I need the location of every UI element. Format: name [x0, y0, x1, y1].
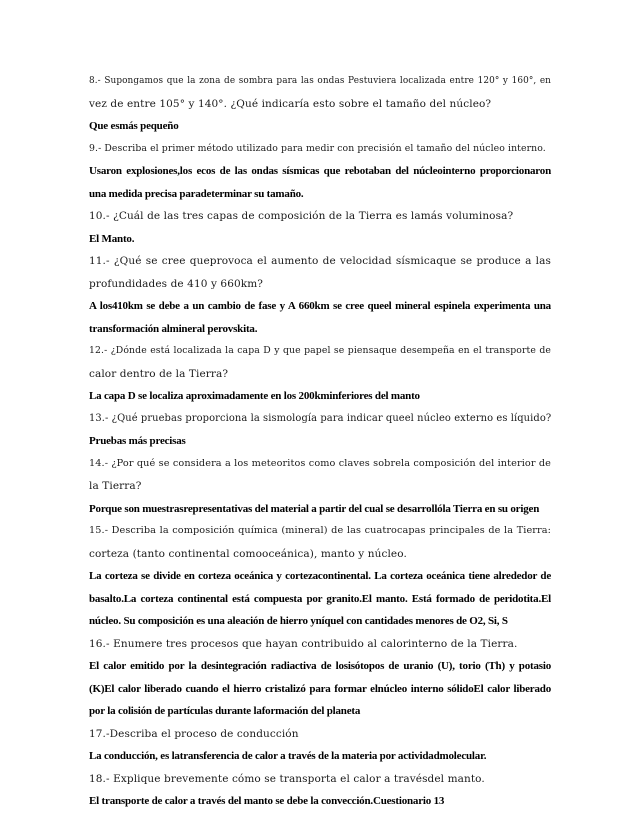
question-line: 9.- Describa el primer método utilizado para medir con precisión el tamaño del núcleo interno. [89, 142, 546, 154]
question-line: 17.-Describa el proceso de conducción [89, 727, 299, 740]
question-line: 11.- ¿Qué se cree queprovoca el aumento de velocidad sísmicaque se produce a las [89, 255, 551, 267]
question-line: 12.- ¿Dónde está localizada la capa D y que papel se piensaque desempeña en el transporte de [89, 345, 551, 356]
answer-line: El Manto. [89, 232, 135, 245]
answer-line: La capa D se localiza aproximadamente en los 200kminferiores del manto [89, 390, 420, 402]
question-line: 15.- Describa la composición química (mineral) de las cuatrocapas principales de la Tierra: [89, 525, 551, 536]
answer-line: El calor emitido por la desintegración radiactiva de losisótopos de uranio (U), torio (Th) y potasio [89, 660, 551, 672]
answer-line: Que esmás pequeño [89, 120, 179, 132]
answer-line: transformación almineral perovskita. [89, 322, 258, 335]
answer-line: Porque son muestrasrepresentativas del material a partir del cual se desarrollóla Tierra en su origen [89, 502, 540, 515]
answer-line: por la colisión de partículas durante laformación del planeta [89, 705, 361, 717]
answer-line: La conducción, es latransferencia de calor a través de la materia por actividadmolecular. [89, 750, 487, 762]
answer-line: El transporte de calor a través del manto se debe la convección.Cuestionario 13 [89, 795, 445, 807]
question-line: corteza (tanto continental comooceánica), manto y núcleo. [89, 547, 407, 560]
answer-line: La corteza se divide en corteza oceánica y cortezacontinental. La corteza oceánica tiene alrededor de [89, 570, 551, 582]
question-line: 16.- Enumere tres procesos que hayan contribuido al calorinterno de la Tierra. [89, 637, 518, 650]
answer-line: Usaron explosiones,los ecos de las ondas sísmicas que rebotaban del núcleointerno proporcionaron [89, 165, 551, 177]
document-page [89, 70, 551, 813]
question-line: 8.- Supongamos que la zona de sombra para las ondas Pestuviera localizada entre 120° y 160°, en [89, 76, 551, 86]
question-line: la Tierra? [89, 480, 142, 492]
answer-line: basalto.La corteza continental está compuesta por granito.El manto. Está formado de peridotita.El [89, 592, 551, 605]
question-line: 14.- ¿Por qué se considera a los meteoritos como claves sobrela composición del interior de [89, 457, 551, 469]
question-line: profundidades de 410 y 660km? [89, 277, 264, 290]
question-line: calor dentro de la Tierra? [89, 367, 229, 380]
question-line: 10.- ¿Cuál de las tres capas de composición de la Tierra es lamás voluminosa? [89, 210, 514, 222]
answer-line: Pruebas más precisas [89, 435, 186, 447]
question-line: 18.- Explique brevemente cómo se transporta el calor a travésdel manto. [89, 772, 485, 785]
question-line: vez de entre 105° y 140°. ¿Qué indicaría esto sobre el tamaño del núcleo? [89, 97, 492, 110]
answer-line: núcleo. Su composición es una aleación de hierro yníquel con cantidades menores de O2, Si, S [89, 615, 508, 627]
answer-line: una medida precisa paradeterminar su tamaño. [89, 187, 304, 200]
answer-line: (K)El calor liberado cuando el hierro cristalizó para formar elnúcleo interno sólidoEl calor liberado [89, 682, 551, 695]
question-line: 13.- ¿Qué pruebas proporciona la sismología para indicar queel núcleo externo es líquido? [89, 412, 552, 424]
answer-line: A los410km se debe a un cambio de fase y A 660km se cree queel mineral espinela experimenta una [89, 300, 551, 312]
